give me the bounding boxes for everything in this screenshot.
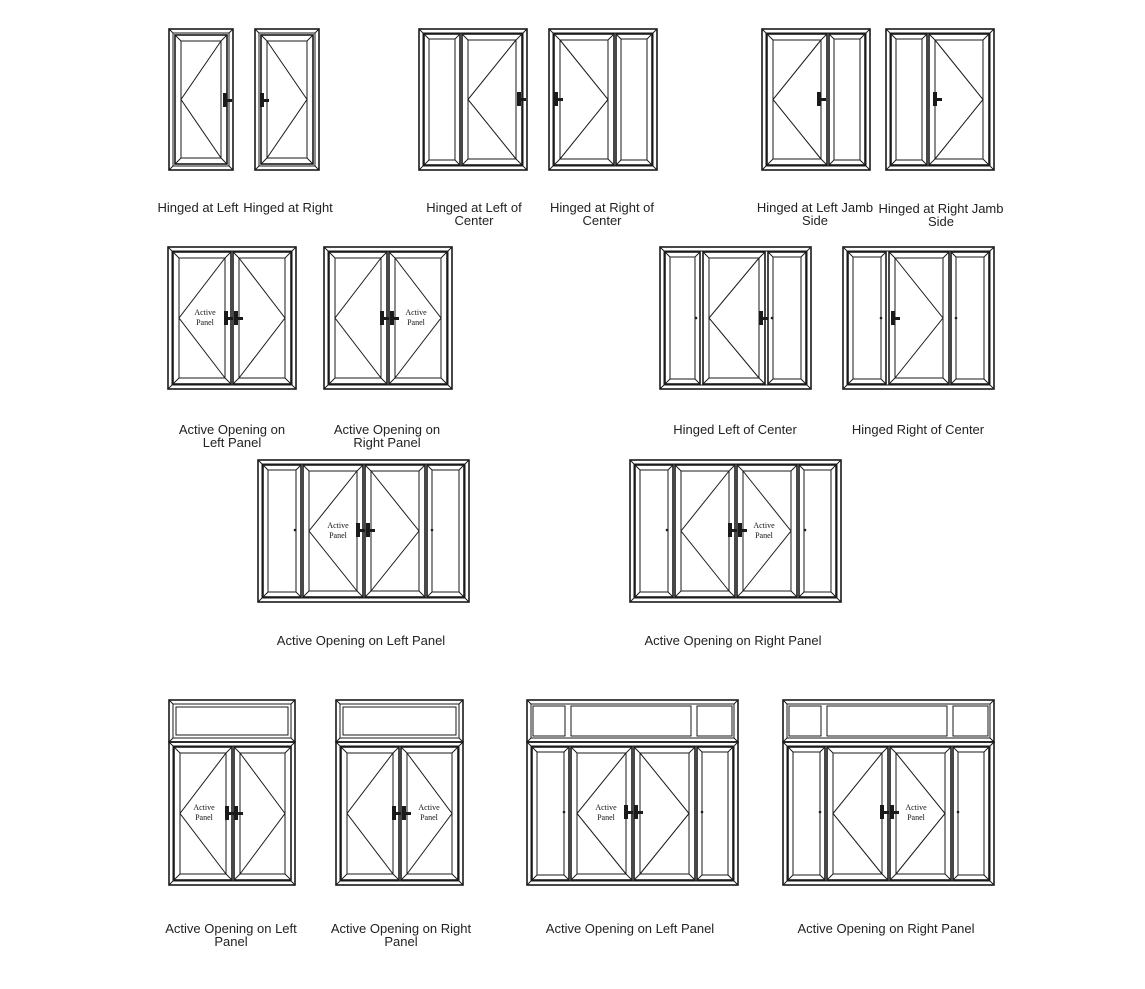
hinge-swing-indicator: [347, 753, 393, 874]
door-leaf-miter: [441, 252, 447, 258]
door-leaf-inner: [335, 258, 381, 378]
sidelite-panel-inner: [804, 470, 831, 592]
door-leaf-miter: [285, 747, 291, 753]
active-panel-text-line: Active: [327, 521, 349, 530]
door-handle-lever: [558, 98, 563, 101]
active-panel-text-line: Panel: [407, 318, 425, 327]
door-active-opening-right-panel-sidelites: [630, 460, 841, 602]
sidelite-panel-inner: [853, 257, 881, 379]
active-panel-text-line: Panel: [195, 813, 213, 822]
hinge-swing-indicator: [833, 753, 882, 874]
door-leaf-miter: [393, 747, 399, 753]
door-leaf-inner: [468, 40, 516, 159]
hinge-swing-indicator: [371, 471, 419, 591]
door-frame-inner: [766, 33, 866, 166]
lock-dot-icon: [957, 811, 960, 814]
sidelite-panel: [768, 252, 806, 384]
sidelite-panel-inner: [773, 257, 801, 379]
door-leaf-miter: [389, 252, 395, 258]
sidelite-panel: [788, 747, 825, 880]
label-active-opening-right-panel-double: Active Opening on Right Panel: [333, 422, 441, 450]
sidelite-panel-inner: [432, 470, 459, 592]
door-handle-icon: [225, 806, 229, 820]
door-leaf-miter: [821, 159, 827, 165]
active-panel-text-line: Active: [595, 803, 617, 812]
door-handle-lever: [732, 529, 737, 532]
door-leaf-miter: [173, 378, 179, 384]
hinge-swing-indicator: [709, 258, 759, 378]
door-leaf-inner: [681, 471, 729, 591]
transom-glass: [953, 706, 988, 736]
door-leaf: [634, 747, 695, 880]
door-leaf: [175, 35, 227, 164]
sidelite-panel-inner: [896, 39, 922, 160]
active-panel-text: [753, 521, 775, 540]
door-frame: [419, 29, 527, 170]
door-leaf-miter: [303, 591, 309, 597]
door-leaf-miter: [357, 465, 363, 471]
door-active-opening-left-panel-transom: [169, 700, 295, 885]
label-active-opening-right-panel-sidelites: Active Opening on Right Panel: [644, 633, 822, 648]
door-leaf-miter: [175, 158, 181, 164]
door-leaf-miter: [303, 465, 309, 471]
active-panel-text-line: Panel: [420, 813, 438, 822]
sidelite-panel-inner: [268, 470, 296, 592]
door-leaf: [703, 252, 765, 384]
lock-dot-icon: [701, 811, 704, 814]
door-leaf-miter: [174, 747, 180, 753]
door-leaf-miter: [759, 378, 765, 384]
hinge-swing-indicator: [240, 753, 285, 874]
door-frame-inner: [847, 251, 990, 385]
door-leaf-miter: [703, 378, 709, 384]
door-handle-lever: [895, 317, 900, 320]
lock-dot-icon: [563, 811, 566, 814]
door-frame-inner: [664, 251, 807, 385]
transom-frame-inner: [340, 704, 459, 738]
lock-dot-icon: [880, 317, 883, 320]
door-handle-icon: [366, 523, 370, 537]
door-leaf-inner: [181, 41, 221, 158]
door-leaf-miter: [689, 747, 695, 753]
door-handle-icon: [759, 311, 763, 325]
door-leaf-miter: [234, 747, 240, 753]
door-handle-lever: [229, 812, 234, 815]
door-hinged-at-right-of-center: [549, 29, 657, 170]
transom-frame-inner: [787, 704, 990, 738]
door-leaf-miter: [929, 34, 935, 40]
transom-glass: [697, 706, 732, 736]
door-handle-lever: [937, 98, 942, 101]
transom-frame: [336, 700, 463, 742]
door-leaf-miter: [889, 378, 895, 384]
door-leaf-miter: [221, 35, 227, 41]
active-panel-text-line: Active: [193, 803, 215, 812]
door-leaf-miter: [675, 465, 681, 471]
active-panel-text: [418, 803, 440, 822]
door-handle-icon: [738, 523, 742, 537]
hinge-swing-indicator: [468, 40, 516, 159]
active-panel-text-line: Active: [194, 308, 216, 317]
door-handle-lever: [894, 811, 899, 814]
door-leaf-miter: [261, 158, 267, 164]
door-leaf-miter: [419, 465, 425, 471]
door-leaf-miter: [983, 34, 989, 40]
door-handle-lever: [396, 812, 401, 815]
door-leaf-miter: [389, 378, 395, 384]
door-leaf: [329, 252, 387, 384]
door-leaf-miter: [634, 874, 640, 880]
door-handle-icon: [356, 523, 360, 537]
door-leaf-miter: [759, 252, 765, 258]
sidelite-panel-inner: [429, 39, 455, 160]
label-hinged-at-right-of-center: Hinged at Right of Center: [549, 200, 655, 228]
door-leaf: [675, 465, 735, 597]
active-panel-text-line: Panel: [597, 813, 615, 822]
sidelite-panel-inner: [621, 39, 647, 160]
label-hinged-at-right: Hinged at Right: [243, 200, 333, 215]
door-handle-icon: [728, 523, 732, 537]
door-leaf-miter: [516, 34, 522, 40]
door-leaf-miter: [945, 874, 951, 880]
active-panel-text: [905, 803, 927, 822]
door-active-opening-right-panel-transom: [336, 700, 463, 885]
door-leaf-miter: [233, 378, 239, 384]
door-leaf-inner: [833, 753, 882, 874]
sidelite-panel-inner: [702, 752, 728, 875]
door-leaf-miter: [329, 252, 335, 258]
door-handle-lever: [384, 317, 389, 320]
door-leaf-miter: [890, 874, 896, 880]
door-leaf-miter: [791, 591, 797, 597]
door-handle-icon: [517, 92, 521, 106]
lock-dot-icon: [955, 317, 958, 320]
door-handle-icon: [634, 805, 638, 819]
transom-glass: [343, 707, 456, 735]
hinge-swing-indicator: [773, 40, 821, 159]
door-leaf-inner: [709, 258, 759, 378]
door-leaf-miter: [462, 159, 468, 165]
hinge-swing-indicator: [935, 40, 983, 159]
door-active-opening-left-panel-full: [527, 700, 738, 885]
door-leaf-inner: [773, 40, 821, 159]
door-leaf-miter: [401, 747, 407, 753]
door-leaf-inner: [640, 753, 689, 874]
door-leaf-miter: [554, 34, 560, 40]
transom-glass: [789, 706, 821, 736]
door-handle-icon: [890, 805, 894, 819]
door-handle-icon: [223, 93, 227, 107]
door-frame-inner: [423, 33, 523, 166]
transom-glass: [827, 706, 947, 736]
door-leaf-miter: [608, 159, 614, 165]
hinge-swing-indicator: [181, 41, 221, 158]
transom-glass: [176, 707, 288, 735]
sidelite-panel-inner: [640, 470, 668, 592]
door-active-opening-right-panel-double: [324, 247, 452, 389]
door-leaf: [341, 747, 399, 880]
door-leaf-miter: [381, 252, 387, 258]
door-leaf-miter: [571, 747, 577, 753]
hinge-swing-indicator: [335, 258, 381, 378]
door-handle-icon: [880, 805, 884, 819]
door-handle-lever: [628, 811, 633, 814]
active-panel-text: [405, 308, 427, 327]
sidelite-panel: [532, 747, 569, 880]
door-leaf-miter: [341, 874, 347, 880]
active-panel-text-line: Active: [405, 308, 427, 317]
door-leaf-miter: [767, 159, 773, 165]
door-leaf-miter: [225, 252, 231, 258]
door-leaf-miter: [341, 747, 347, 753]
door-leaf-miter: [608, 34, 614, 40]
lock-dot-icon: [819, 811, 822, 814]
door-hinged-right-of-center-sidelites: [843, 247, 994, 389]
door-handle-lever: [742, 529, 747, 532]
door-leaf-miter: [827, 874, 833, 880]
door-leaf-miter: [945, 747, 951, 753]
label-hinged-at-left: Hinged at Left: [157, 200, 239, 215]
label-active-opening-right-panel-full: Active Opening on Right Panel: [797, 921, 975, 936]
door-leaf-miter: [882, 747, 888, 753]
door-handle-lever: [394, 317, 399, 320]
door-leaf-inner: [935, 40, 983, 159]
sidelite-panel-inner: [670, 257, 695, 379]
door-handle-icon: [554, 92, 558, 106]
door-leaf-miter: [452, 874, 458, 880]
door-leaf-miter: [689, 874, 695, 880]
door-leaf-miter: [554, 159, 560, 165]
door-handle-icon: [260, 93, 264, 107]
door-hinged-at-right-jamb-side: [886, 29, 994, 170]
door-active-opening-right-panel-full: [783, 700, 994, 885]
hinge-swing-indicator: [560, 40, 608, 159]
door-leaf-miter: [226, 747, 232, 753]
door-leaf-miter: [703, 252, 709, 258]
door-leaf-inner: [239, 258, 285, 378]
label-hinged-right-of-center-sidelites: Hinged Right of Center: [851, 422, 985, 437]
label-active-opening-left-panel-full: Active Opening on Left Panel: [545, 921, 715, 936]
door-leaf-miter: [462, 34, 468, 40]
hinge-swing-indicator: [640, 753, 689, 874]
door-leaf-miter: [983, 159, 989, 165]
door-leaf-miter: [634, 747, 640, 753]
door-frame-inner: [553, 33, 653, 166]
door-handle-lever: [521, 98, 526, 101]
door-leaf-miter: [929, 159, 935, 165]
door-leaf-inner: [347, 753, 393, 874]
door-leaf-miter: [791, 465, 797, 471]
door-handle-icon: [933, 92, 937, 106]
door-hinged-at-left-jamb-side: [762, 29, 870, 170]
door-handle-lever: [238, 317, 243, 320]
door-leaf-miter: [261, 35, 267, 41]
door-leaf-miter: [889, 252, 895, 258]
door-leaf-inner: [267, 41, 307, 158]
sidelite-panel-inner: [793, 752, 820, 875]
door-handle-lever: [370, 529, 375, 532]
transom-glass: [571, 706, 691, 736]
sidelite-panel-inner: [834, 39, 860, 160]
door-leaf-miter: [225, 378, 231, 384]
transom-glass: [533, 706, 565, 736]
door-leaf-miter: [571, 874, 577, 880]
door-handle-icon: [224, 311, 228, 325]
door-leaf: [827, 747, 888, 880]
label-hinged-at-right-jamb-side: Hinged at Right Jamb Side: [878, 201, 1004, 229]
door-hinged-at-right: [255, 29, 319, 170]
active-panel-text: [193, 803, 215, 822]
door-leaf-inner: [560, 40, 608, 159]
hinge-swing-indicator: [239, 258, 285, 378]
door-handle-icon: [891, 311, 895, 325]
door-frame: [549, 29, 657, 170]
door-frame: [660, 247, 811, 389]
door-leaf-miter: [737, 465, 743, 471]
active-panel-text: [327, 521, 349, 540]
lock-dot-icon: [666, 529, 669, 532]
active-panel-text-line: Active: [418, 803, 440, 812]
door-handle-icon: [380, 311, 384, 325]
sidelite-panel-inner: [537, 752, 564, 875]
active-panel-text: [194, 308, 216, 327]
label-active-opening-left-panel-double: Active Opening on Left Panel: [178, 422, 286, 450]
door-active-opening-left-panel-double: [168, 247, 296, 389]
door-leaf-miter: [452, 747, 458, 753]
hinge-swing-indicator: [267, 41, 307, 158]
door-leaf-miter: [285, 378, 291, 384]
door-leaf-miter: [285, 252, 291, 258]
door-handle-lever: [360, 529, 365, 532]
label-active-opening-left-panel-transom: Active Opening on Left Panel: [165, 921, 297, 949]
transom-frame-inner: [531, 704, 734, 738]
door-handle-icon: [234, 311, 238, 325]
door-frame: [762, 29, 870, 170]
door-handle-lever: [228, 317, 233, 320]
active-panel-text-line: Panel: [329, 531, 347, 540]
lock-dot-icon: [695, 317, 698, 320]
door-leaf-miter: [767, 34, 773, 40]
door-handle-lever: [406, 812, 411, 815]
door-leaf-miter: [307, 158, 313, 164]
door-leaf-miter: [365, 591, 371, 597]
door-leaf-miter: [516, 159, 522, 165]
door-handle-lever: [238, 812, 243, 815]
door-leaf: [462, 34, 522, 165]
door-leaf-miter: [943, 252, 949, 258]
door-leaf-miter: [233, 252, 239, 258]
door-leaf-miter: [737, 591, 743, 597]
door-leaf-miter: [226, 874, 232, 880]
lock-dot-icon: [294, 529, 297, 532]
door-handle-lever: [638, 811, 643, 814]
door-handle-lever: [227, 99, 232, 102]
lock-dot-icon: [804, 529, 807, 532]
door-handle-icon: [234, 806, 238, 820]
label-hinged-at-left-of-center: Hinged at Left of Center: [426, 200, 522, 228]
active-panel-text-line: Active: [905, 803, 927, 812]
sidelite-panel-inner: [958, 752, 984, 875]
door-handle-icon: [402, 806, 406, 820]
door-hinged-at-left: [169, 29, 233, 170]
transom-frame-inner: [173, 704, 291, 738]
door-leaf-miter: [882, 874, 888, 880]
active-panel-text-line: Active: [753, 521, 775, 530]
door-leaf-miter: [729, 591, 735, 597]
door-leaf-miter: [419, 591, 425, 597]
door-leaf-inner: [240, 753, 285, 874]
active-panel-text-line: Panel: [907, 813, 925, 822]
door-leaf-miter: [357, 591, 363, 597]
lock-dot-icon: [771, 317, 774, 320]
door-leaf-miter: [821, 34, 827, 40]
door-leaf-miter: [365, 465, 371, 471]
door-handle-lever: [821, 98, 826, 101]
door-leaf-miter: [401, 874, 407, 880]
label-hinged-left-of-center-sidelites: Hinged Left of Center: [673, 422, 797, 437]
door-leaf-miter: [175, 35, 181, 41]
label-hinged-at-left-jamb-side: Hinged at Left Jamb Side: [756, 200, 874, 228]
door-handle-icon: [624, 805, 628, 819]
door-hinged-left-of-center-sidelites: [660, 247, 811, 389]
door-leaf-miter: [441, 378, 447, 384]
door-leaf-miter: [827, 747, 833, 753]
door-leaf-miter: [890, 747, 896, 753]
door-leaf-miter: [174, 874, 180, 880]
sidelite-panel-inner: [956, 257, 984, 379]
door-hinged-at-left-of-center: [419, 29, 527, 170]
hinge-swing-indicator: [681, 471, 729, 591]
door-handle-icon: [392, 806, 396, 820]
active-panel-text: [595, 803, 617, 822]
door-leaf-miter: [221, 158, 227, 164]
door-handle-lever: [264, 99, 269, 102]
label-active-opening-left-panel-sidelites: Active Opening on Left Panel: [276, 633, 446, 648]
door-leaf-miter: [626, 747, 632, 753]
door-leaf-miter: [943, 378, 949, 384]
door-leaf-miter: [675, 591, 681, 597]
door-leaf-miter: [329, 378, 335, 384]
door-leaf-inner: [371, 471, 419, 591]
door-leaf-miter: [729, 465, 735, 471]
transom-frame: [169, 700, 295, 742]
door-handle-icon: [390, 311, 394, 325]
door-leaf-miter: [393, 874, 399, 880]
active-panel-text-line: Panel: [196, 318, 214, 327]
door-leaf-inner: [895, 258, 943, 378]
door-leaf-miter: [173, 252, 179, 258]
hinge-swing-indicator: [895, 258, 943, 378]
active-panel-text-line: Panel: [755, 531, 773, 540]
door-handle-icon: [817, 92, 821, 106]
label-active-opening-right-panel-transom: Active Opening on Right Panel: [330, 921, 472, 949]
door-leaf-miter: [626, 874, 632, 880]
door-leaf-miter: [307, 35, 313, 41]
door-active-opening-left-panel-sidelites: [258, 460, 469, 602]
door-handle-lever: [884, 811, 889, 814]
door-leaf-miter: [285, 874, 291, 880]
door-leaf-miter: [234, 874, 240, 880]
door-leaf-miter: [381, 378, 387, 384]
lock-dot-icon: [431, 529, 434, 532]
door-frame: [843, 247, 994, 389]
